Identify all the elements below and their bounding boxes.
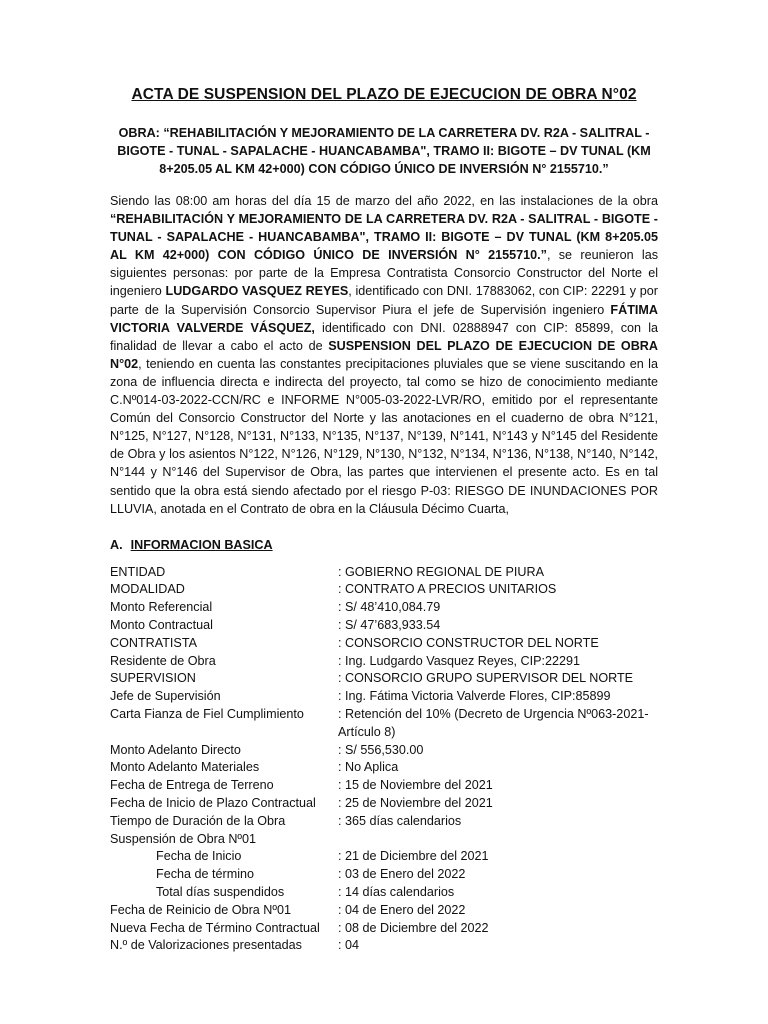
info-label: Tiempo de Duración de la Obra	[110, 813, 286, 828]
info-label: Residente de Obra	[110, 653, 216, 668]
info-label: Monto Referencial	[110, 600, 213, 615]
info-row	[110, 866, 658, 884]
info-value: : 04 de Enero del 2022	[338, 902, 466, 917]
info-table	[110, 564, 658, 956]
section-a-label: INFORMACION BASICA	[130, 537, 273, 552]
info-row	[110, 813, 658, 831]
info-row	[110, 653, 658, 671]
info-row	[110, 617, 658, 635]
body-bold-supervisor: FÁTIMA VICTORIA VALVERDE VÁSQUEZ,	[110, 302, 658, 335]
info-label: SUPERVISION	[110, 671, 196, 686]
info-label: Suspensión de Obra Nº01	[110, 831, 257, 846]
info-label: Carta Fianza de Fiel Cumplimiento	[110, 707, 304, 722]
info-label: Fecha de Entrega de Terreno	[110, 778, 274, 793]
info-row	[110, 937, 658, 955]
info-value: : S/ 48’410,084.79	[338, 600, 441, 615]
section-a-heading	[110, 538, 658, 552]
info-row	[110, 564, 658, 582]
info-value: : 04	[338, 938, 360, 953]
info-row	[110, 581, 658, 599]
info-row	[110, 670, 658, 688]
obra-heading: OBRA: “REHABILITACIÓN Y MEJORAMIENTO DE LA CARRETERA DV. R2A - SALITRAL - BIGOTE - TUNAL - SAPALACHE - HUANCABAMBA", TRAMO II: BIGOTE – DV TUNAL (KM 8+205.05 AL KM 42+000) CON CÓDIGO ÚNICO DE INVERSIÓN N° 2155710.”	[117, 126, 651, 176]
info-row	[110, 599, 658, 617]
info-label: Fecha de Inicio	[156, 849, 242, 864]
info-label: Monto Contractual	[110, 618, 213, 633]
info-label: Fecha de Inicio de Plazo Contractual	[110, 796, 316, 811]
info-row	[110, 688, 658, 706]
info-row	[110, 831, 658, 849]
info-value: : Ing. Ludgardo Vasquez Reyes, CIP:22291	[338, 653, 581, 668]
info-label: N.º de Valorizaciones presentadas	[110, 938, 302, 953]
info-label: Monto Adelanto Materiales	[110, 760, 260, 775]
body-bold-acto: SUSPENSION DEL PLAZO DE EJECUCION DE OBRA N°02	[110, 338, 658, 371]
info-value: : 25 de Noviembre del 2021	[338, 796, 493, 811]
info-value: : Ing. Fátima Victoria Valverde Flores, CIP:85899	[338, 689, 611, 704]
body-text-3: , identificado con DNI. 17883062, con CIP: 22291 y por parte de la Supervisión Consorcio Supervisor Piura el jefe de Supervisión ingeniero	[110, 284, 658, 317]
info-row	[110, 759, 658, 777]
info-row	[110, 902, 658, 920]
info-row	[110, 635, 658, 653]
info-row	[110, 848, 658, 866]
info-label: ENTIDAD	[110, 564, 166, 579]
info-label: Fecha de término	[156, 867, 255, 882]
body-text-4: identificado con DNI. 02888947 con CIP: 85899, con la finalidad de llevar a cabo el acto de	[110, 320, 658, 353]
section-a-letter: A.	[110, 537, 123, 552]
info-value: : CONSORCIO GRUPO SUPERVISOR DEL NORTE	[338, 671, 634, 686]
info-label: Nueva Fecha de Término Contractual	[110, 920, 320, 935]
body-paragraph	[110, 192, 658, 518]
info-value: : S/ 47’683,933.54	[338, 618, 441, 633]
info-label: Total días suspendidos	[156, 885, 285, 900]
info-value: : CONSORCIO CONSTRUCTOR DEL NORTE	[338, 635, 599, 650]
info-value: : 365 días calendarios	[338, 813, 462, 828]
info-row	[110, 742, 658, 760]
info-row	[110, 777, 658, 795]
document-title: ACTA DE SUSPENSION DEL PLAZO DE EJECUCION DE OBRA N°02	[131, 86, 637, 103]
info-value: : 08 de Diciembre del 2022	[338, 920, 489, 935]
info-value: : Retención del 10% (Decreto de Urgencia Nº063-2021-Artículo 8)	[338, 707, 649, 739]
info-value: : S/ 556,530.00	[338, 742, 424, 757]
info-value: : 14 días calendarios	[338, 885, 455, 900]
body-text-2: , se reunieron las siguientes personas: por parte de la Empresa Contratista Consorcio Constructor del Norte el ingeniero	[110, 248, 658, 299]
info-value: : 21 de Diciembre del 2021	[338, 849, 489, 864]
info-label: MODALIDAD	[110, 582, 185, 597]
info-row	[110, 920, 658, 938]
info-row	[110, 706, 658, 742]
info-label: Jefe de Supervisión	[110, 689, 221, 704]
body-bold-obra: “REHABILITACIÓN Y MEJORAMIENTO DE LA CARRETERA DV. R2A - SALITRAL - BIGOTE - TUNAL - SAPALACHE - HUANCABAMBA", TRAMO II: BIGOTE – DV TUNAL (KM 8+205.05 AL KM 42+000) CON CÓDIGO ÚNICO DE INVERSIÓN N° 2155710.”	[110, 212, 658, 263]
info-value: : 15 de Noviembre del 2021	[338, 778, 493, 793]
info-label: CONTRATISTA	[110, 635, 197, 650]
info-row	[110, 795, 658, 813]
body-text-1: Siendo las 08:00 am horas del día 15 de marzo del año 2022, en las instalaciones de la obra	[110, 194, 658, 208]
info-value: : CONTRATO A PRECIOS UNITARIOS	[338, 582, 557, 597]
info-label: Fecha de Reinicio de Obra Nº01	[110, 902, 292, 917]
body-text-5: , teniendo en cuenta las constantes precipitaciones pluviales que se viene suscitando en la zona de influencia directa e indirecta del proyecto, tal como se hizo de conocimiento mediante C.Nº014-03-2022-CCN/RC e INFORME N°005-03-2022-LVR/RO, emitido por el representante Común del Consorcio Constructor del Norte y las anotaciones en el cuaderno de obra N°121, N°125, N°127, N°128, N°131, N°133, N°135, N°137, N°139, N°141, N°143 y N°145 del Residente de Obra y los asientos N°122, N°126, N°129, N°130, N°132, N°134, N°136, N°138, N°140, N°142, N°144 y N°146 del Supervisor de Obra, las partes que intervienen el presente acto. Es en tal sentido que la obra está siendo afectado por el riesgo P-03: RIESGO DE INUNDACIONES POR LLUVIA, anotada en el Contrato de obra en la Cláusula Décimo Cuarta,	[110, 356, 658, 516]
body-bold-residente: LUDGARDO VASQUEZ REYES	[165, 284, 349, 299]
info-value: : No Aplica	[338, 760, 399, 775]
info-value	[338, 831, 658, 849]
info-label: Monto Adelanto Directo	[110, 742, 241, 757]
info-value: : GOBIERNO REGIONAL DE PIURA	[338, 564, 544, 579]
info-row	[110, 884, 658, 902]
info-value: : 03 de Enero del 2022	[338, 867, 466, 882]
